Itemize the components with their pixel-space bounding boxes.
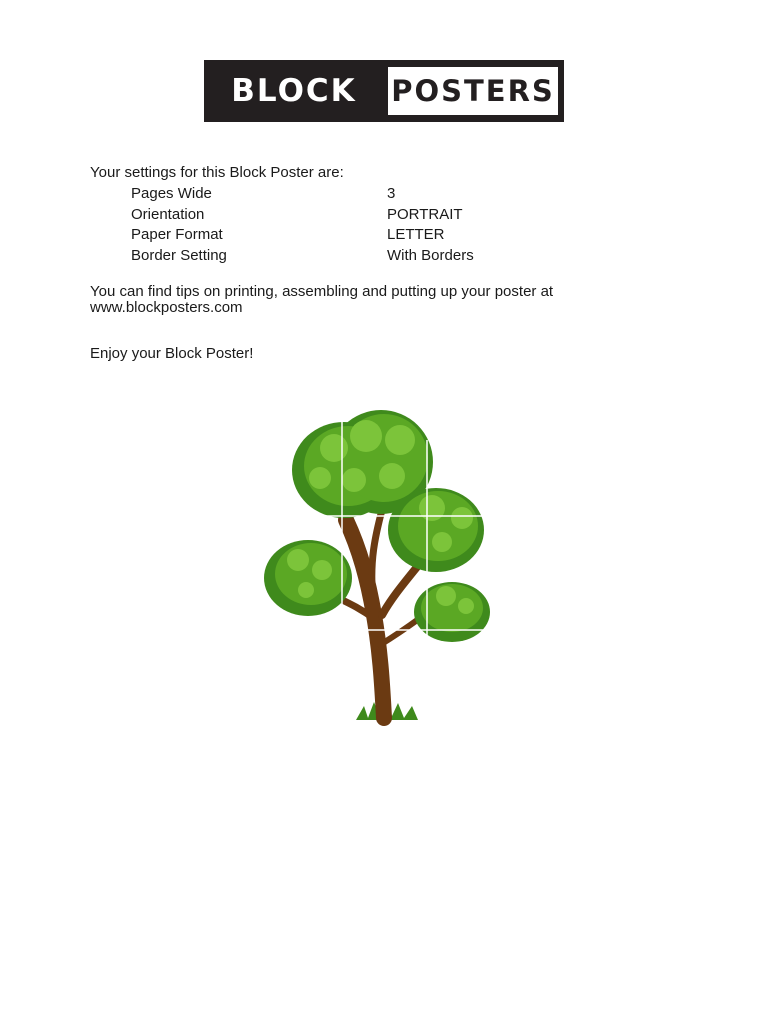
tips-text: You can find tips on printing, assembling and putting up your poster at (90, 283, 554, 300)
setting-value: 3 (387, 185, 396, 202)
settings-intro: Your settings for this Block Poster are: (90, 164, 344, 181)
block-posters-logo (204, 60, 564, 122)
setting-label: Border Setting (131, 247, 227, 265)
setting-row-orientation (131, 206, 531, 227)
setting-label: Pages Wide (131, 185, 212, 202)
setting-value: LETTER (387, 226, 445, 244)
setting-label: Paper Format (131, 226, 223, 244)
website-link[interactable]: www.blockposters.com (90, 299, 243, 316)
logo-posters-word: POSTERS (388, 67, 558, 115)
tree-illustration (256, 400, 512, 730)
setting-value: With Borders (387, 247, 474, 265)
setting-row-border-setting (131, 247, 531, 268)
enjoy-message: Enjoy your Block Poster! (90, 345, 254, 362)
setting-row-paper-format (131, 226, 531, 247)
settings-list (131, 185, 531, 268)
setting-value: PORTRAIT (387, 205, 463, 223)
tips-paragraph (90, 284, 610, 316)
logo-block-word: BLOCK (231, 73, 357, 109)
setting-label: Orientation (131, 205, 205, 223)
setting-row-pages-wide (131, 185, 531, 206)
